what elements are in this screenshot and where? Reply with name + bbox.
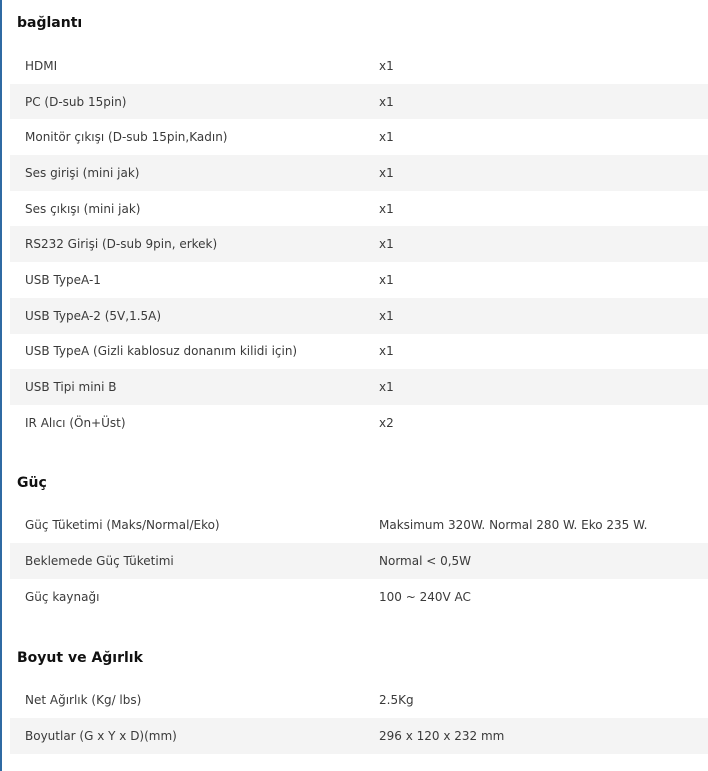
spec-table-connectivity bbox=[10, 48, 708, 441]
table-row bbox=[10, 683, 708, 719]
spec-value: x1 bbox=[379, 344, 394, 359]
table-row bbox=[10, 543, 708, 579]
spec-label: Boyutlar (G x Y x D)(mm) bbox=[25, 729, 177, 744]
spec-label: Güç Tüketimi (Maks/Normal/Eko) bbox=[25, 518, 220, 533]
spec-label: Net Ağırlık (Kg/ lbs) bbox=[25, 693, 142, 708]
section-dimensions bbox=[0, 615, 708, 754]
spec-label: PC (D-sub 15pin) bbox=[25, 94, 127, 109]
spec-value: x1 bbox=[379, 201, 394, 216]
spec-value: x1 bbox=[379, 237, 394, 252]
table-row bbox=[10, 262, 708, 298]
spec-label: HDMI bbox=[25, 58, 58, 73]
spec-label: Güç kaynağı bbox=[25, 589, 100, 604]
spec-label: RS232 Girişi (D-sub 9pin, erkek) bbox=[25, 237, 218, 252]
spec-value: 2.5Kg bbox=[379, 693, 414, 708]
section-title: Güç bbox=[17, 474, 47, 491]
spec-value: x1 bbox=[379, 58, 394, 73]
table-row bbox=[10, 84, 708, 120]
spec-table-dimensions bbox=[10, 683, 708, 754]
spec-label: USB Tipi mini B bbox=[25, 380, 117, 395]
section-power bbox=[0, 441, 708, 615]
spec-value: x1 bbox=[379, 308, 394, 323]
spec-value: 100 ~ 240V AC bbox=[379, 589, 471, 604]
spec-value: Maksimum 320W. Normal 280 W. Eko 235 W. bbox=[379, 518, 648, 533]
spec-label: Monitör çıkışı (D-sub 15pin,Kadın) bbox=[25, 130, 228, 145]
spec-value: x1 bbox=[379, 272, 394, 287]
section-title: bağlantı bbox=[17, 15, 83, 31]
spec-label: USB TypeA-2 (5V,1.5A) bbox=[25, 308, 162, 323]
section-title: Boyut ve Ağırlık bbox=[17, 649, 143, 666]
spec-label: Beklemede Güç Tüketimi bbox=[25, 554, 174, 569]
spec-value: Normal < 0,5W bbox=[379, 554, 472, 569]
table-row bbox=[10, 48, 708, 84]
table-row bbox=[10, 191, 708, 227]
table-row bbox=[10, 579, 708, 615]
table-row bbox=[10, 369, 708, 405]
table-row bbox=[10, 405, 708, 441]
table-row bbox=[10, 334, 708, 370]
spec-value: x1 bbox=[379, 130, 394, 145]
table-row bbox=[10, 718, 708, 754]
spec-value: x1 bbox=[379, 165, 394, 180]
table-row bbox=[10, 508, 708, 544]
spec-value: x1 bbox=[379, 380, 394, 395]
spec-label: IR Alıcı (Ön+Üst) bbox=[25, 415, 126, 430]
spec-label: Ses çıkışı (mini jak) bbox=[25, 201, 141, 216]
table-row bbox=[10, 298, 708, 334]
spec-table-power bbox=[10, 508, 708, 615]
spec-value: x2 bbox=[379, 415, 394, 430]
spec-label: USB TypeA-1 bbox=[25, 272, 101, 287]
spec-label: USB TypeA (Gizli kablosuz donanım kilidi için) bbox=[25, 344, 298, 359]
spec-value: 296 x 120 x 232 mm bbox=[379, 729, 505, 744]
table-row bbox=[10, 155, 708, 191]
table-row bbox=[10, 226, 708, 262]
spec-label: Ses girişi (mini jak) bbox=[25, 165, 140, 180]
table-row bbox=[10, 119, 708, 155]
spec-value: x1 bbox=[379, 94, 394, 109]
